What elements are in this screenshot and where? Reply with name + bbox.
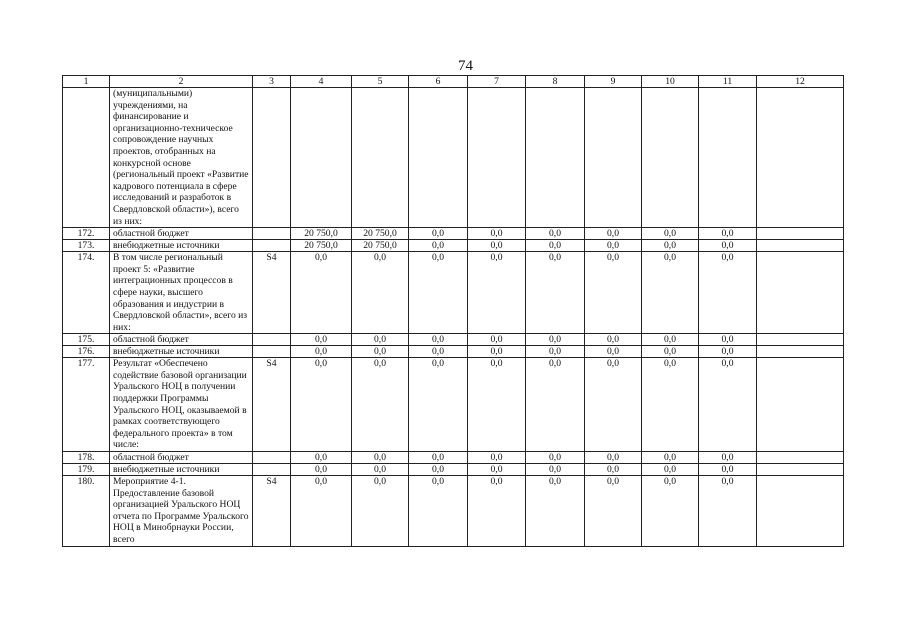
empty-cell xyxy=(757,358,844,452)
value-cell: 0,0 xyxy=(585,452,642,464)
value-cell: 0,0 xyxy=(468,228,526,240)
row-number-cell: 179. xyxy=(63,464,110,476)
value-cell: 0,0 xyxy=(526,476,585,547)
row-number-cell: 176. xyxy=(63,346,110,358)
value-cell: 0,0 xyxy=(642,252,699,334)
value-cell: 0,0 xyxy=(352,358,409,452)
row-code-cell xyxy=(253,346,291,358)
value-cell: 0,0 xyxy=(409,452,468,464)
table-row xyxy=(63,476,844,547)
budget-table xyxy=(62,75,844,547)
value-cell: 0,0 xyxy=(409,240,468,252)
table-row xyxy=(63,452,844,464)
value-cell: 0,0 xyxy=(642,346,699,358)
table-row xyxy=(63,334,844,346)
value-cell: 0,0 xyxy=(409,228,468,240)
value-cell: 0,0 xyxy=(642,240,699,252)
value-cell: 0,0 xyxy=(585,228,642,240)
row-code-cell: S4 xyxy=(253,476,291,547)
table-row xyxy=(63,88,844,228)
row-number-cell xyxy=(63,88,110,228)
value-cell: 0,0 xyxy=(642,334,699,346)
value-cell: 0,0 xyxy=(642,452,699,464)
value-cell: 0,0 xyxy=(468,452,526,464)
value-cell: 0,0 xyxy=(699,346,757,358)
value-cell: 0,0 xyxy=(585,334,642,346)
value-cell: 0,0 xyxy=(585,476,642,547)
empty-cell xyxy=(757,464,844,476)
header-cell: 5 xyxy=(352,76,409,88)
value-cell: 0,0 xyxy=(291,334,352,346)
value-cell: 0,0 xyxy=(642,476,699,547)
row-number-cell: 178. xyxy=(63,452,110,464)
row-code-cell xyxy=(253,88,291,228)
value-cell: 0,0 xyxy=(468,334,526,346)
table-row xyxy=(63,240,844,252)
row-code-cell xyxy=(253,334,291,346)
header-cell: 10 xyxy=(642,76,699,88)
header-cell: 9 xyxy=(585,76,642,88)
value-cell: 0,0 xyxy=(352,346,409,358)
header-row xyxy=(63,76,844,88)
value-cell: 0,0 xyxy=(585,358,642,452)
value-cell: 0,0 xyxy=(699,464,757,476)
value-cell: 0,0 xyxy=(409,252,468,334)
value-cell: 0,0 xyxy=(642,464,699,476)
value-cell: 0,0 xyxy=(352,464,409,476)
page-number: 74 xyxy=(458,58,473,74)
row-number-cell: 180. xyxy=(63,476,110,547)
row-code-cell xyxy=(253,452,291,464)
row-description-cell: Мероприятие 4-1. Предоставление базовой организацией Уральского НОЦ отчета по Программе Уральского НОЦ в Минобрнауки России, всего xyxy=(110,476,253,547)
value-cell: 0,0 xyxy=(291,346,352,358)
value-cell: 0,0 xyxy=(642,358,699,452)
header-cell: 12 xyxy=(757,76,844,88)
value-cell: 0,0 xyxy=(352,452,409,464)
value-cell: 0,0 xyxy=(291,476,352,547)
table-row xyxy=(63,228,844,240)
row-description-cell: (муниципальными) учреждениями, на финансирование и организационно-техническое сопровождение научных проектов, отобранных на конкурсной основе (региональный проект «Развитие кадрового потенциала в сфере исследований и разработок в Свердловской области»), всего из них: xyxy=(110,88,253,228)
value-cell: 0,0 xyxy=(352,252,409,334)
value-cell: 0,0 xyxy=(291,452,352,464)
value-cell: 20 750,0 xyxy=(291,240,352,252)
value-cell: 0,0 xyxy=(585,464,642,476)
header-cell: 1 xyxy=(63,76,110,88)
row-description-cell: В том числе региональный проект 5: «Развитие интеграционных процессов в сфере науки, высшего образования и индустрии в Свердловской области», всего из них: xyxy=(110,252,253,334)
value-cell: 0,0 xyxy=(409,464,468,476)
value-cell xyxy=(409,88,468,228)
row-number-cell: 174. xyxy=(63,252,110,334)
row-code-cell xyxy=(253,228,291,240)
empty-cell xyxy=(757,334,844,346)
row-number-cell: 175. xyxy=(63,334,110,346)
value-cell: 0,0 xyxy=(699,358,757,452)
table-row xyxy=(63,358,844,452)
row-code-cell xyxy=(253,464,291,476)
value-cell: 0,0 xyxy=(468,476,526,547)
table-row xyxy=(63,346,844,358)
table-row xyxy=(63,464,844,476)
empty-cell xyxy=(757,240,844,252)
value-cell xyxy=(642,88,699,228)
value-cell xyxy=(468,88,526,228)
value-cell: 20 750,0 xyxy=(352,240,409,252)
value-cell: 20 750,0 xyxy=(291,228,352,240)
row-number-cell: 173. xyxy=(63,240,110,252)
value-cell: 0,0 xyxy=(642,228,699,240)
header-cell: 11 xyxy=(699,76,757,88)
empty-cell xyxy=(757,346,844,358)
row-description-cell: областной бюджет xyxy=(110,334,253,346)
value-cell: 0,0 xyxy=(699,240,757,252)
header-cell: 8 xyxy=(526,76,585,88)
header-cell: 4 xyxy=(291,76,352,88)
value-cell: 0,0 xyxy=(468,240,526,252)
value-cell: 0,0 xyxy=(585,346,642,358)
row-code-cell: S4 xyxy=(253,252,291,334)
empty-cell xyxy=(757,252,844,334)
value-cell: 0,0 xyxy=(526,240,585,252)
row-description-cell: областной бюджет xyxy=(110,228,253,240)
value-cell: 0,0 xyxy=(526,252,585,334)
header-cell: 2 xyxy=(110,76,253,88)
empty-cell xyxy=(757,228,844,240)
value-cell: 0,0 xyxy=(585,252,642,334)
value-cell: 0,0 xyxy=(699,452,757,464)
value-cell: 0,0 xyxy=(409,358,468,452)
value-cell: 0,0 xyxy=(526,334,585,346)
empty-cell xyxy=(757,88,844,228)
value-cell: 0,0 xyxy=(526,358,585,452)
value-cell: 0,0 xyxy=(409,346,468,358)
row-description-cell: внебюджетные источники xyxy=(110,240,253,252)
row-number-cell: 177. xyxy=(63,358,110,452)
row-description-cell: Результат «Обеспечено содействие базовой организации Уральского НОЦ в получении поддержки Программы Уральского НОЦ, оказываемой в рамках соответствующего федерального проекта» в том числе: xyxy=(110,358,253,452)
value-cell xyxy=(526,88,585,228)
value-cell: 0,0 xyxy=(468,464,526,476)
row-description-cell: внебюджетные источники xyxy=(110,346,253,358)
row-description-cell: внебюджетные источники xyxy=(110,464,253,476)
value-cell: 0,0 xyxy=(409,476,468,547)
table-row xyxy=(63,252,844,334)
value-cell: 0,0 xyxy=(526,464,585,476)
value-cell xyxy=(699,88,757,228)
table-body xyxy=(63,88,844,547)
value-cell xyxy=(291,88,352,228)
value-cell: 0,0 xyxy=(468,346,526,358)
value-cell: 0,0 xyxy=(699,228,757,240)
value-cell: 0,0 xyxy=(699,252,757,334)
empty-cell xyxy=(757,452,844,464)
value-cell: 0,0 xyxy=(468,252,526,334)
row-code-cell: S4 xyxy=(253,358,291,452)
value-cell: 0,0 xyxy=(468,358,526,452)
empty-cell xyxy=(757,476,844,547)
value-cell: 0,0 xyxy=(526,228,585,240)
value-cell xyxy=(352,88,409,228)
value-cell xyxy=(585,88,642,228)
value-cell: 0,0 xyxy=(291,252,352,334)
header-cell: 3 xyxy=(253,76,291,88)
value-cell: 0,0 xyxy=(585,240,642,252)
row-description-cell: областной бюджет xyxy=(110,452,253,464)
value-cell: 0,0 xyxy=(291,464,352,476)
value-cell: 0,0 xyxy=(526,346,585,358)
value-cell: 20 750,0 xyxy=(352,228,409,240)
value-cell: 0,0 xyxy=(409,334,468,346)
header-cell: 7 xyxy=(468,76,526,88)
row-number-cell: 172. xyxy=(63,228,110,240)
value-cell: 0,0 xyxy=(699,334,757,346)
value-cell: 0,0 xyxy=(699,476,757,547)
row-code-cell xyxy=(253,240,291,252)
value-cell: 0,0 xyxy=(352,476,409,547)
value-cell: 0,0 xyxy=(291,358,352,452)
value-cell: 0,0 xyxy=(526,452,585,464)
header-cell: 6 xyxy=(409,76,468,88)
value-cell: 0,0 xyxy=(352,334,409,346)
